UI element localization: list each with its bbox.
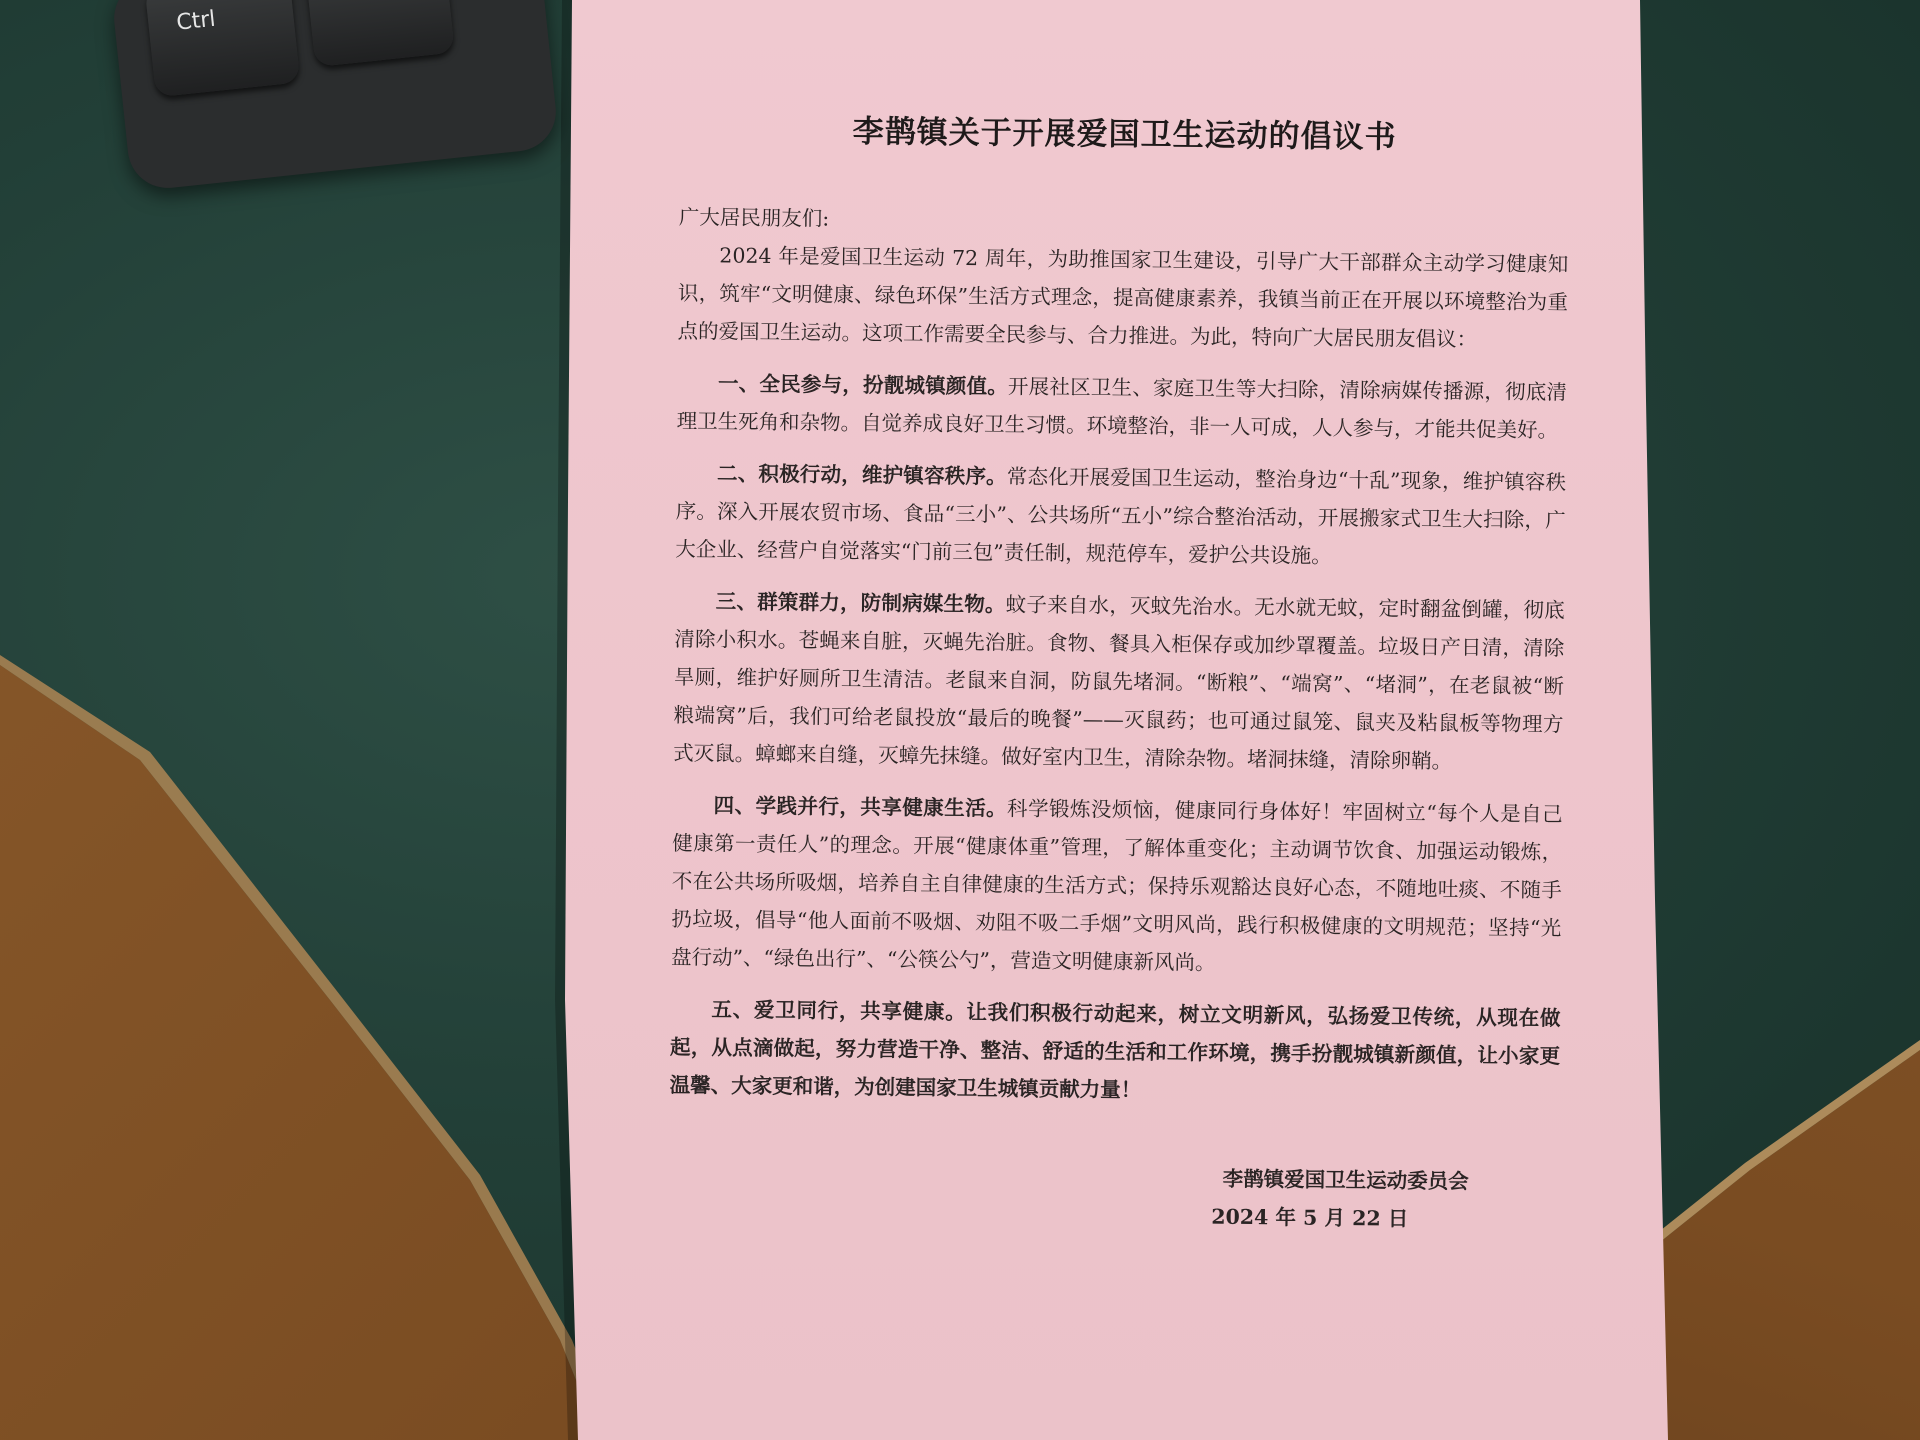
section-heading-1: 一、全民参与，扮靓城镇颜值。	[717, 371, 1009, 399]
section-paragraph-4	[671, 786, 1563, 985]
section-paragraph-2	[675, 454, 1566, 577]
section-body-5: 让我们积极行动起来，树立文明新风，弘扬爱卫传统，从现在做起，从点滴做起，努力营造干净、整洁、舒适的生活和工作环境，携手扮靓城镇新颜值，让小家更温馨、大家更和谐，为创建国家卫生城镇贡献力量！	[669, 1000, 1561, 1102]
intro-paragraph: 2024 年是爱国卫生运动 72 周年，为助推国家卫生建设，引导广大干部群众主动学习健康知识，筑牢“文明健康、绿色环保”生活方式理念，提高健康素养，我镇当前正在开展以环境整治为重点的爱国卫生运动。这项工作需要全民参与、合力推进。为此，特向广大居民朋友倡议：	[677, 243, 1569, 352]
ctrl-key	[145, 0, 301, 97]
document-title: 李鹊镇关于开展爱国卫生运动的倡议书	[852, 113, 1397, 156]
section-body-4: 科学锻炼没烦恼，健康同行身体好！牢固树立“每个人是自己健康第一责任人”的理念。开展“健康体重”管理，了解体重变化；主动调节饮食、加强运动锻炼，不在公共场所吸烟，培养自主自律健康的生活方式；保持乐观豁达良好心态，不随地吐痰、不随手扔垃圾，倡导“他人面前不吸烟、劝阻不吸二手烟”文明风尚，践行积极健康的文明规范；坚持“光盘行动”、“绿色出行”、“公筷公勺”，营造文明健康新风尚。	[670, 796, 1563, 975]
section-paragraph-5	[669, 990, 1560, 1113]
section-body-3: 蚊子来自水，灭蚊先治水。无水就无蚊，定时翻盆倒罐，彻底清除小积水。苍蝇来自脏，灭蝇先治脏。食物、餐具入柜保存或加纱罩覆盖。垃圾日产日清，清除旱厕，维护好厕所卫生清洁。老鼠来自洞，防鼠先堵洞。“断粮”、“端窝”、“堵洞”，在老鼠被“断粮端窝”后，我们可给老鼠投放“最后的晚餐”——灭鼠药；也可通过鼠笼、鼠夹及粘鼠板等物理方式灭鼠。蟑螂来自缝，灭蟑先抹缝。做好室内卫生，清除杂物。堵洞抹缝，清除卵鞘。	[673, 592, 1565, 774]
section-body-1: 开展社区卫生、家庭卫生等大扫除，清除病媒传播源，彻底清理卫生死角和杂物。自觉养成良好卫生习惯。环境整治，非一人可成，人人参与，才能共促美好。	[676, 374, 1568, 443]
section-paragraph-1	[676, 364, 1567, 449]
section-heading-2: 二、积极行动，维护镇容秩序。	[716, 461, 1007, 489]
section-heading-3: 三、群策群力，防制病媒生物。	[715, 589, 1006, 617]
signature-organization: 李鹊镇爱国卫生运动委员会	[1222, 1166, 1469, 1194]
section-paragraph-3	[673, 582, 1565, 781]
ctrl-key-label: Ctrl	[175, 6, 217, 36]
salutation: 广大居民朋友们:	[678, 204, 830, 231]
section-body-2: 常态化开展爱国卫生运动，整治身边“十乱”现象，维护镇容秩序。深入开展农贸市场、食品“三小”、公共场所“五小”综合整治活动，开展搬家式卫生大扫除，广大企业、经营户自觉落实“门前三包”责任制，规范停车，爱护公共设施。	[675, 464, 1567, 568]
signature-date: 2024 年 5 月 22 日	[1211, 1204, 1409, 1231]
section-heading-4: 四、学践并行，共享健康生活。	[713, 793, 1008, 821]
proposal-document	[668, 100, 1570, 1239]
section-heading-5: 五、爱卫同行，共享健康。	[711, 997, 967, 1025]
